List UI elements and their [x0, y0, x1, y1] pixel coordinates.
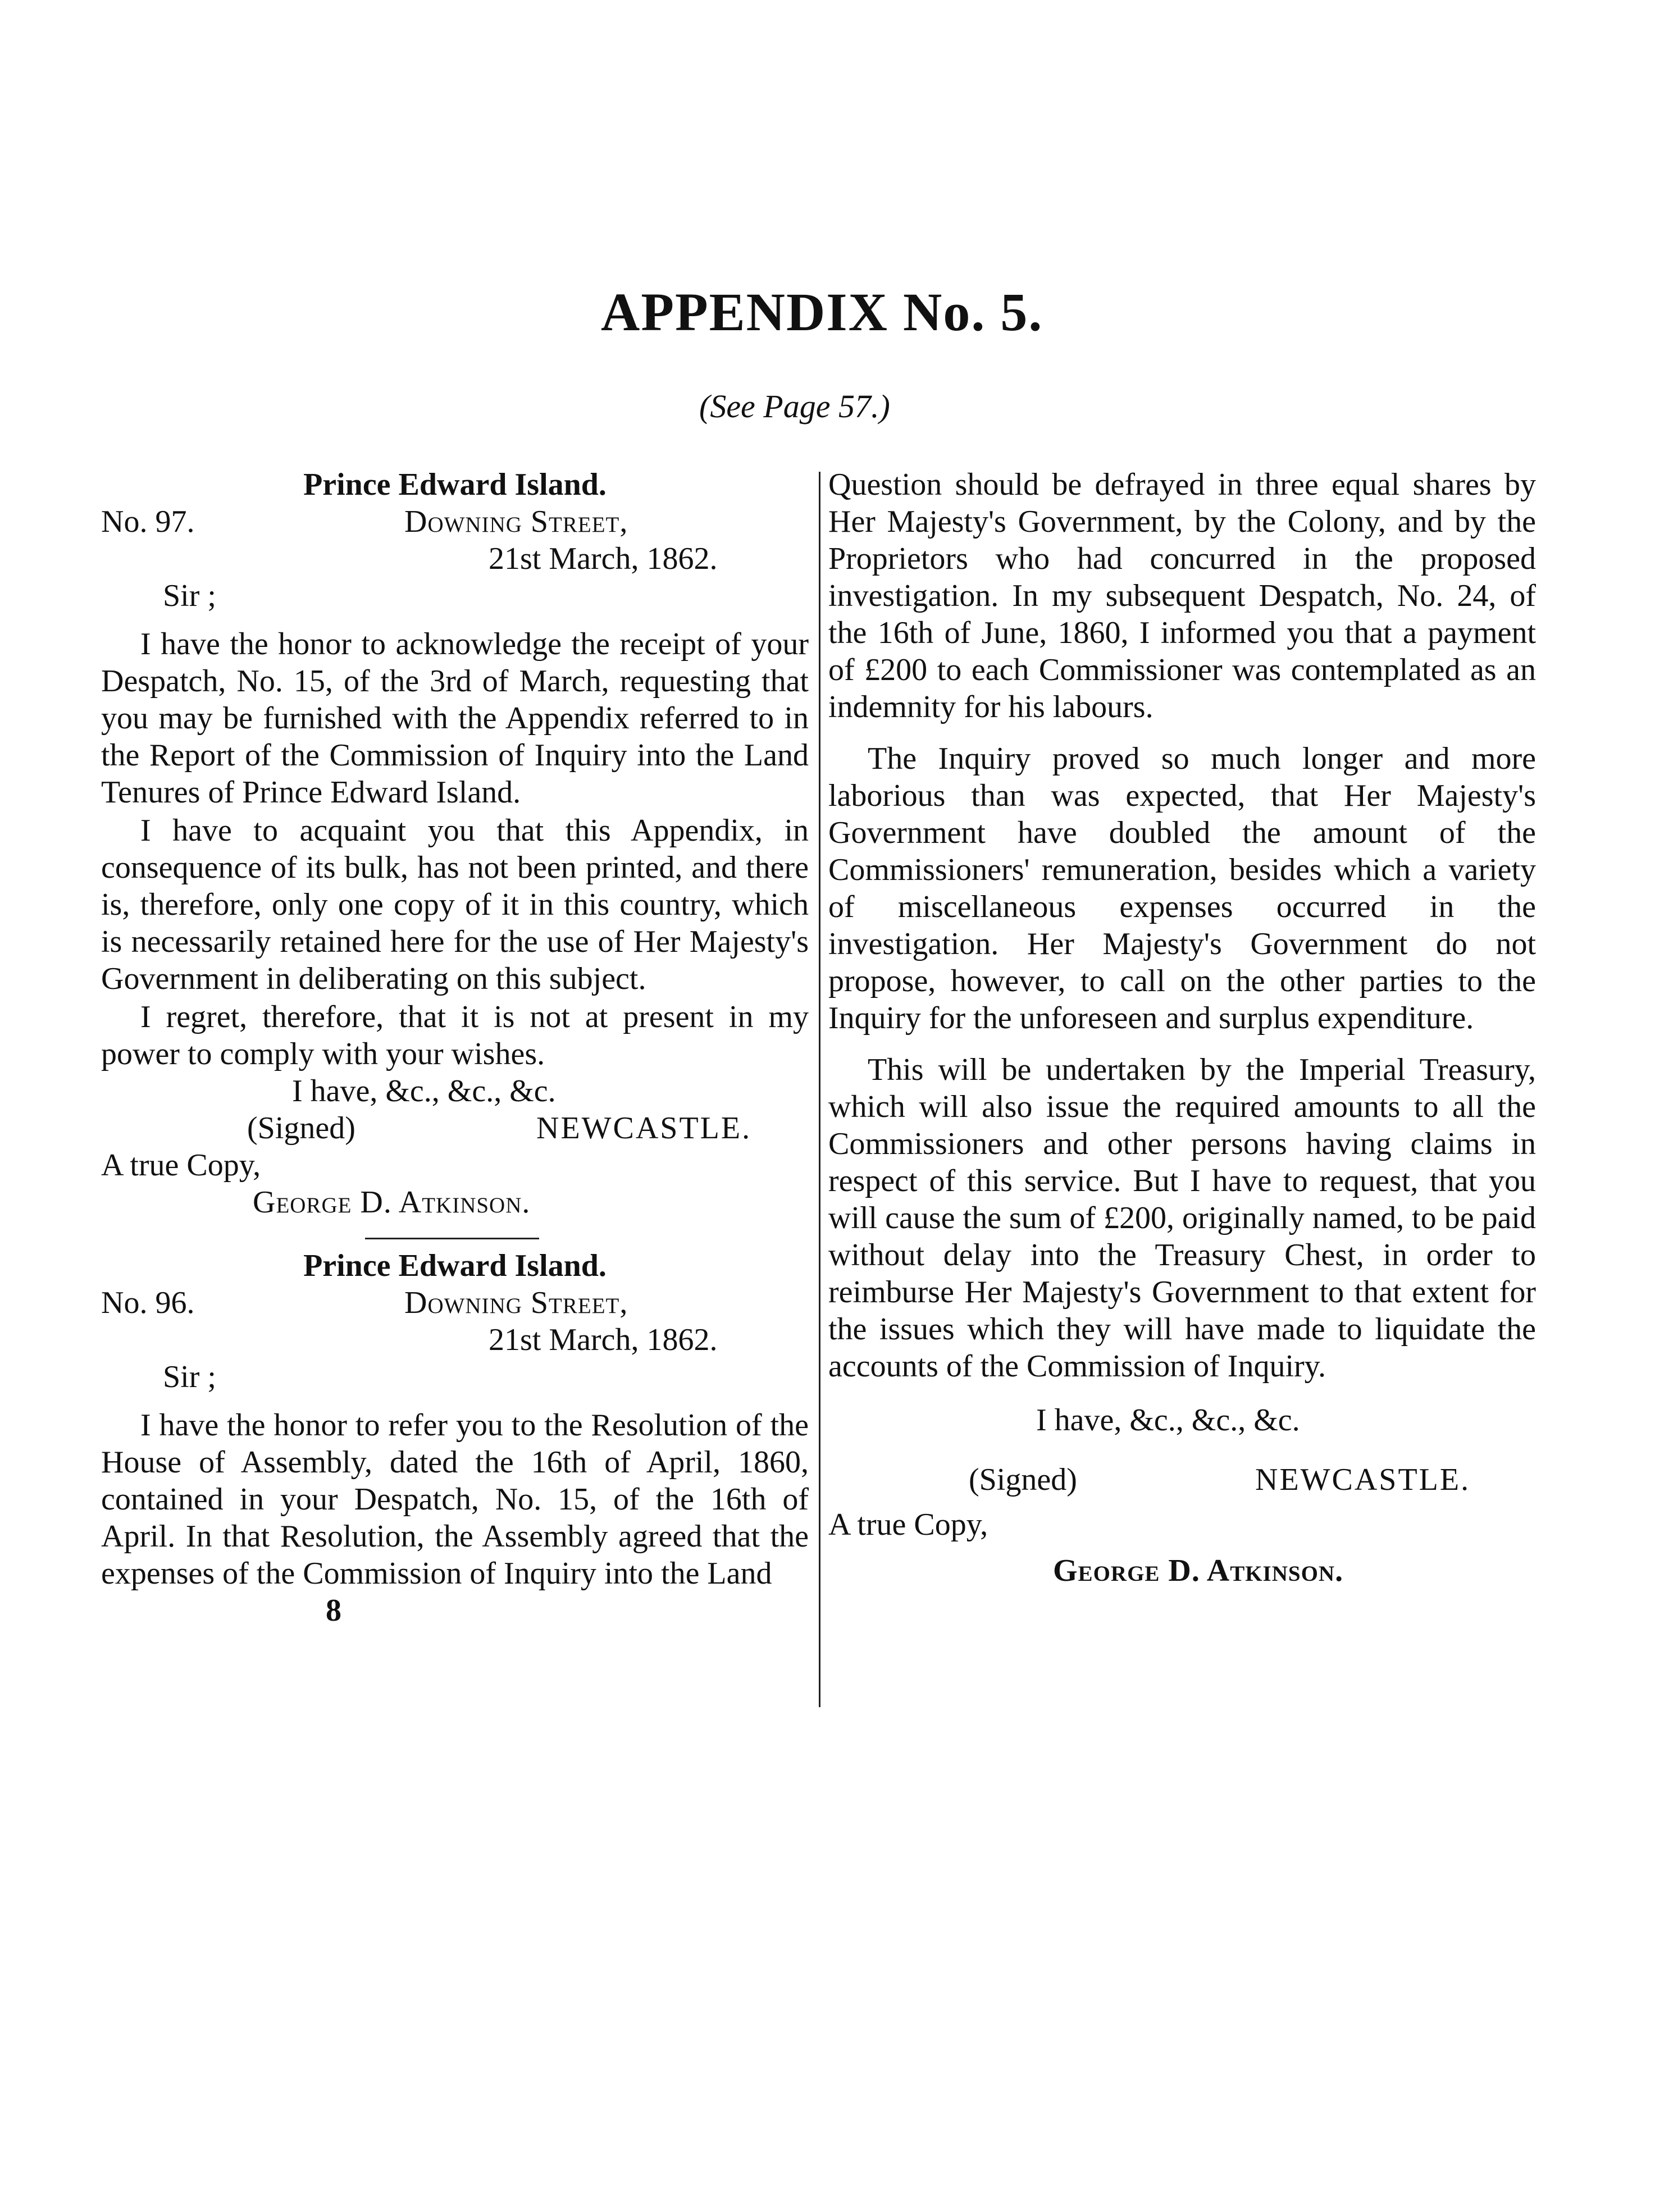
letter-97-street: Downing Street, [404, 504, 628, 539]
letter-97-date: 21st March, 1862. [489, 541, 718, 576]
letter-96-signer: NEWCASTLE. [1255, 1462, 1471, 1497]
letter-97-closing: I have, &c., &c., &c. [292, 1074, 556, 1109]
letter-97-true-copy: A true Copy, [101, 1148, 261, 1183]
page-title: APPENDIX No. 5. [601, 282, 1043, 342]
letter-96-signed-label: (Signed) [969, 1462, 1077, 1497]
letter-96-salutation: Sir ; [163, 1360, 216, 1394]
column-divider [819, 472, 820, 1707]
letter-97-place: Prince Edward Island. [303, 467, 607, 502]
letter-96-date: 21st March, 1862. [489, 1322, 718, 1357]
letter-96-signature-line [828, 1461, 1536, 1498]
left-column [101, 466, 809, 1629]
letter-96-true-copy: A true Copy, [828, 1507, 988, 1542]
letter-96-paragraph-2: The Inquiry proved so much longer and more laborious than was expected, that Her Majesty's Government have doubled the amount of the Commissioners' remuneration, besides which a variety of miscellaneous expenses occurred in the investigation. Her Majesty's Government do not propose, however, to call on the other parties to the Inquiry for the unforeseen and surplus expenditure. [828, 741, 1536, 1036]
letter-96-number: No. 96. [101, 1285, 195, 1320]
letter-97-paragraph-1: I have the honor to acknowledge the receipt of your Despatch, No. 15, of the 3rd of March, requesting that you may be furnished with the Appendix referred to in the Report of the Commission of Inquiry into the Land Tenures of Prince Edward Island. [101, 627, 809, 810]
letter-96-paragraph-1: I have the honor to refer you to the Resolution of the House of Assembly, dated the 16th of April, 1860, contained in your Despatch, No. 15, of the 16th of April. In that Resolution, the Assembly agreed that the expenses of the Commission of Inquiry into the Land [101, 1408, 809, 1591]
letter-97-signer: NEWCASTLE. [536, 1111, 752, 1146]
letter-97-paragraph-2: I have to acquaint you that this Appendix, in consequence of its bulk, has not been printed, and there is, therefore, only one copy of it in this country, which is necessarily retained here for the use of Her Majesty's Government in deliberating on this subject. [101, 813, 809, 996]
letter-96-attested-by: George D. Atkinson. [1053, 1553, 1344, 1588]
letter-97-number: No. 97. [101, 504, 195, 539]
letter-97-signature-line [101, 1110, 809, 1147]
letter-separator-rule [365, 1238, 539, 1239]
letter-96-street: Downing Street, [404, 1285, 628, 1320]
letter-97-number-line [101, 503, 809, 540]
letter-96-number-line [101, 1284, 809, 1321]
letter-96-paragraph-1-continued: Question should be defrayed in three equal shares by Her Majesty's Government, by the Colony, and by the Proprietors who had concurred in the proposed investigation. In my subsequent Despatch, No. 24, of the 16th of June, 1860, I informed you that a payment of £200 to each Commissioner was contemplated as an indemnity for his labours. [828, 467, 1536, 724]
letter-97-attested-by: George D. Atkinson. [253, 1185, 531, 1220]
right-column [828, 466, 1536, 1589]
letter-96-place: Prince Edward Island. [303, 1248, 607, 1283]
page-reference: (See Page 57.) [699, 388, 890, 425]
letter-96-closing: I have, &c., &c., &c. [1036, 1403, 1300, 1438]
letter-97-salutation: Sir ; [163, 578, 216, 613]
letter-96-paragraph-3: This will be undertaken by the Imperial Treasury, which will also issue the required amounts to all the Commissioners and other persons having claims in respect of this service. But I have to request, that you will cause the sum of £200, originally named, to be paid without delay into the Treasury Chest, in order to reimburse Her Majesty's Government to that extent for the issues which they will have made to liquidate the accounts of the Commission of Inquiry. [828, 1052, 1536, 1384]
printer-signature-mark: 8 [326, 1593, 341, 1628]
letter-97-paragraph-3: I regret, therefore, that it is not at present in my power to comply with your wishes. [101, 1000, 809, 1071]
letter-97-signed-label: (Signed) [247, 1111, 355, 1146]
